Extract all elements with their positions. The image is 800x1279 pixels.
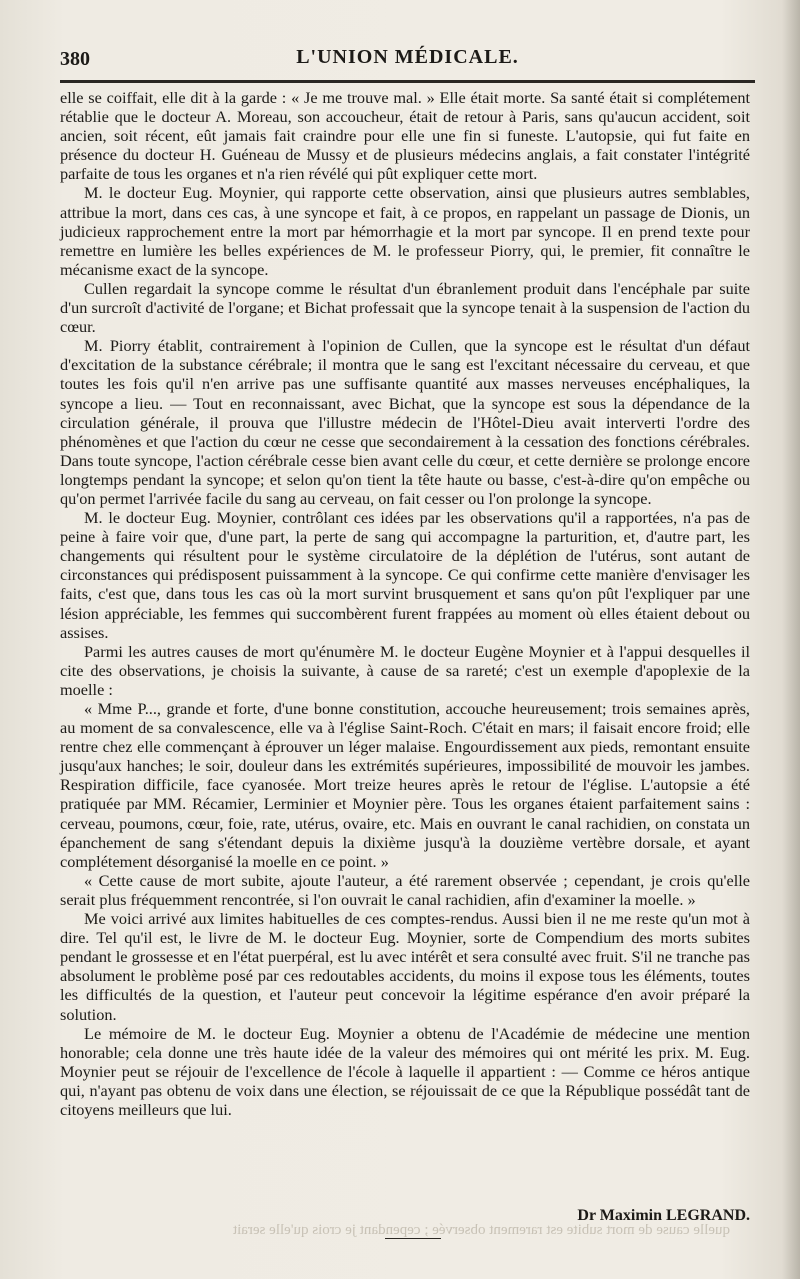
quoted-remark: « Cette cause de mort subite, ajoute l'auteur, a été rarement observée ; cependant, je crois qu'elle serait plus fréquemment rencontrée, si l'on ouvrait le canal rachidien, afin d'examiner la moelle. » <box>60 870 750 909</box>
quoted-observation: « Mme P..., grande et forte, d'une bonne constitution, accouche heureusement; trois semaines après, au moment de sa convalescence, elle va à l'église Saint-Roch. C'était en mars; il faisait encore froid; elle rentre chez elle commençant à éprouver un léger malaise. Engourdissement aux pieds, remontant ensuite jusqu'aux hanches; le soir, douleur dans les extrémités supérieures, impossibilité de mouvoir les jambes. Respiration difficile, face cyanosée. Mort treize heures après le retour de l'église. L'autopsie a été pratiquée par MM. Récamier, Lerminier et Moynier père. Tous les organes étaient parfaitement sains : cerveau, poumons, cœur, foie, rate, utérus, ovaire, etc. Mais en ouvrant le canal rachidien, on constata un épanchement de sang s'étendant depuis la dixième jusqu'à la douzième vertèbre dorsale, et ayant complétement désorganisé la moelle en ce point. » <box>60 699 750 871</box>
paragraph: Le mémoire de M. le docteur Eug. Moynier a obtenu de l'Académie de médecine une mention honorable; cela donne une très haute idée de la valeur des mémoires qui ont mérité les prix. M. Eug. Moynier peut se réjouir de l'excellence de l'école à laquelle il appartient : — Comme ce héros antique qui, n'ayant pas obtenu de voix dans une élection, se réjouissait de ce que la République possédât tant de citoyens meilleurs que lui. <box>60 1023 750 1119</box>
paragraph: elle se coiffait, elle dit à la garde : « Je me trouve mal. » Elle était morte. Sa santé était si complétement rétablie que le docteur A. Moreau, son accoucheur, était de retour à Paris, sans qu'aucun accident, soit ancien, soit récent, eût jamais fait craindre pour elle une fin si funeste. L'autopsie, qui fut faite en présence du docteur H. Guéneau de Mussy et de plusieurs médecins anglais, a fait constater l'intégrité parfaite de tous les organes et n'a rien révélé qui pût expliquer cette mort. <box>60 88 750 184</box>
running-title: L'UNION MÉDICALE. <box>296 46 519 68</box>
header-rule <box>60 80 755 83</box>
paragraph: M. le docteur Eug. Moynier, qui rapporte cette observation, ainsi que plusieurs autres semblables, attribue la mort, dans ces cas, à une syncope et fait, à ce propos, en rappelant un passage de Dionis, un judicieux rapprochement entre la mort par hémorrhagie et la mort par syncope. Il en prend texte pour remettre en lumière les belles expériences de M. le professeur Piorry, qui, le premier, fit connaître le mécanisme exact de la syncope. <box>60 183 750 279</box>
paragraph: Me voici arrivé aux limites habituelles de ces comptes-rendus. Aussi bien il ne me reste qu'un mot à dire. Tel qu'il est, le livre de M. le docteur Eug. Moynier, sorte de Compendium des morts subites pendant le grossesse et en l'état puerpéral, est lu avec intérêt et sera consulté avec fruit. S'il ne tranche pas absolument le problème posé par ces redoutables accidents, du moins il expose tous les éléments, toutes les difficultés de la question, et l'auteur peut concevoir la légitime espérance d'en avoir préparé la solution. <box>60 909 750 1024</box>
paragraph: Cullen regardait la syncope comme le résultat d'un ébranlement produit dans l'encéphale par suite d'un surcroît d'activité de l'organe; et Bichat professait que la syncope tenait à la suspension de l'action du cœur. <box>60 278 750 337</box>
page-number: 380 <box>60 48 90 70</box>
paragraph: M. Piorry établit, contrairement à l'opinion de Cullen, que la syncope est le résultat d'un défaut d'excitation de la substance cérébrale; il montra que le sang est l'excitant nécessaire du cerveau, et que toutes les fois qu'il n'en arrive pas une suffisante quantité aux masses nerveuses encéphaliques, la syncope a lieu. — Tout en reconnaissant, avec Bichat, que la syncope est sous la dépendance de la circulation générale, il prouva que l'illustre médecin de l'Hôtel-Dieu avait interverti l'ordre des phénomènes et que l'action du cœur ne cesse que secondairement à la cessation des fonctions cérébrales. Dans toute syncope, l'action cérébrale cesse bien avant celle du cœur, et cette dernière se prolonge encore longtemps pendant la syncope; et selon qu'on tient la tête haute ou basse, c'est-à-dire qu'on empêche ou qu'on permet l'arrivée facile du sang au cerveau, on fait cesser ou l'on prolonge la syncope. <box>60 336 750 508</box>
page-header <box>60 44 755 74</box>
page-edge-shadow <box>782 0 800 1279</box>
bleed-through-text: quelle cause de mort subite est rarement observée ; cependant je crois qu'elle serait <box>232 1222 730 1238</box>
paragraph: Parmi les autres causes de mort qu'énumère M. le docteur Eugène Moynier et à l'appui desquelles il cite des observations, je choisis la suivante, à cause de sa rareté; c'est un exemple d'apoplexie de la moelle : <box>60 641 750 699</box>
author-signature: Dr Maximin LEGRAND. <box>577 1207 750 1224</box>
article-body <box>60 88 750 1119</box>
paragraph: M. le docteur Eug. Moynier, contrôlant ces idées par les observations qu'il a rapportées, n'a pas de peine à faire voir que, d'une part, la perte de sang qui accompagne la parturition, et, d'autre part, les changements qui résultent pour le système circulatoire de la déplétion de l'utérus, sont autant de circonstances qui prédisposent puissamment à la syncope. Ce qui confirme cette manière d'envisager les faits, c'est que, dans tous les cas où la mort survint brusquement et sans qu'on pût l'expliquer par une lésion appréciable, les femmes qui succombèrent furent frappées au moment où elles étaient debout ou assises. <box>60 508 750 642</box>
footer-rule <box>385 1238 441 1239</box>
